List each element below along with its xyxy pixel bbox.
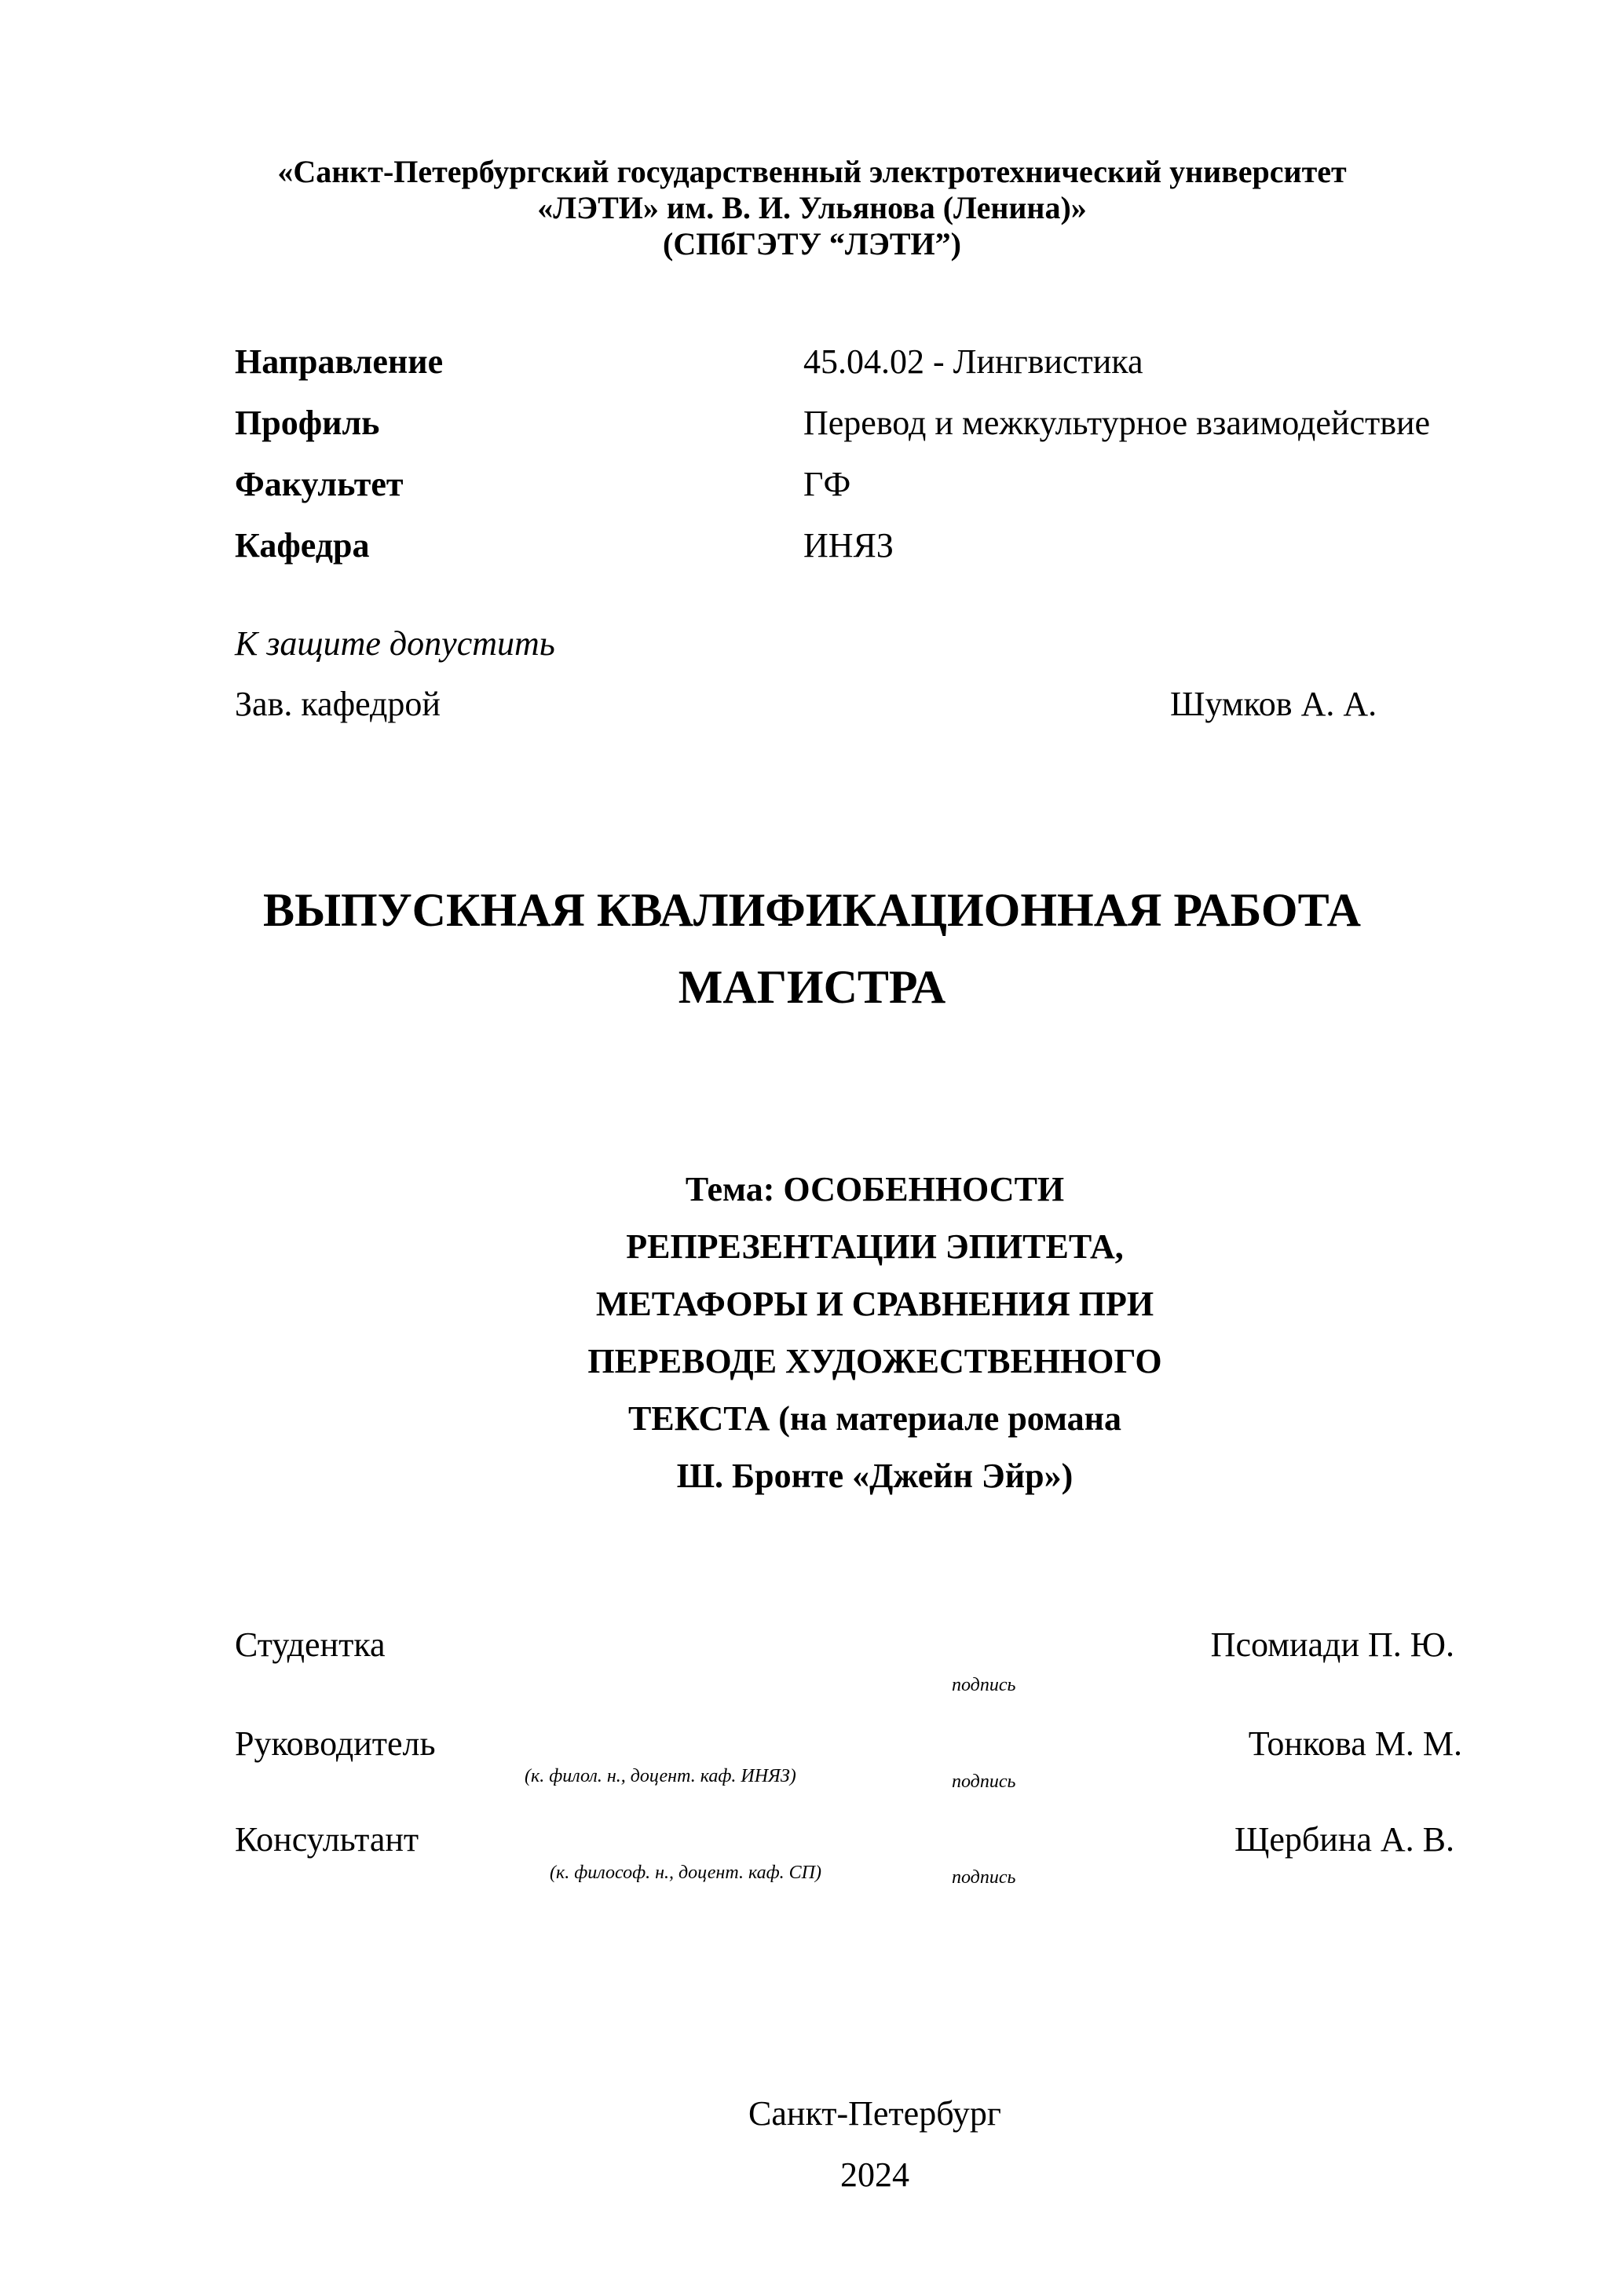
- signature-note-supervisor: (к. филол. н., доцент. каф. ИНЯЗ): [525, 1766, 796, 1786]
- signature-caption-supervisor: подпись: [952, 1771, 1016, 1792]
- signature-role-supervisor: Руководитель: [235, 1724, 436, 1763]
- info-label-department: Кафедра: [235, 526, 370, 565]
- signature-note-consultant: (к. философ. н., доцент. каф. СП): [550, 1863, 821, 1883]
- footer-year: 2024: [840, 2155, 909, 2194]
- info-value-direction: 45.04.02 - Лингвистика: [803, 342, 1143, 381]
- thesis-topic: [0, 1161, 1624, 1504]
- topic-line: Ш. Бронте «Джейн Эйр»): [676, 1457, 1074, 1495]
- info-value-faculty: ГФ: [803, 465, 851, 503]
- document-title-line-2: МАГИСТРА: [678, 961, 946, 1013]
- info-label-faculty: Факультет: [235, 465, 404, 503]
- head-of-department-name: Шумков А. А.: [1170, 685, 1377, 723]
- info-label-direction: Направление: [235, 342, 444, 381]
- topic-line: РЕПРЕЗЕНТАЦИИ ЭПИТЕТА,: [626, 1227, 1124, 1266]
- info-value-department: ИНЯЗ: [803, 526, 894, 565]
- signature-name-consultant: Щербина А. В.: [1234, 1820, 1454, 1859]
- footer-city: Санкт-Петербург: [748, 2094, 1001, 2133]
- info-label-profile: Профиль: [235, 404, 380, 442]
- topic-line: Тема: ОСОБЕННОСТИ: [685, 1170, 1065, 1208]
- signature-role-student: Студентка: [235, 1625, 386, 1664]
- university-name-line-2: «ЛЭТИ» им. В. И. Ульянова (Ленина)»: [537, 190, 1087, 225]
- signature-caption-consultant: подпись: [952, 1867, 1016, 1888]
- topic-line: ПЕРЕВОДЕ ХУДОЖЕСТВЕННОГО: [587, 1342, 1162, 1380]
- university-abbreviation: (СПбГЭТУ “ЛЭТИ”): [663, 226, 961, 261]
- document-title: [0, 872, 1624, 1026]
- head-of-department-label: Зав. кафедрой: [235, 685, 441, 723]
- signature-name-student: Псомиади П. Ю.: [1210, 1625, 1454, 1664]
- university-header: [0, 154, 1624, 262]
- university-name-line-1: «Санкт-Петербургский государственный электротехнический университет: [277, 154, 1347, 189]
- signature-name-supervisor: Тонкова М. М.: [1248, 1724, 1462, 1763]
- topic-line: ТЕКСТА (на материале романа: [628, 1399, 1121, 1438]
- topic-line: МЕТАФОРЫ И СРАВНЕНИЯ ПРИ: [595, 1285, 1154, 1323]
- signature-caption-student: подпись: [952, 1675, 1016, 1695]
- document-title-line-1: ВЫПУСКНАЯ КВАЛИФИКАЦИОННАЯ РАБОТА: [263, 884, 1361, 936]
- signature-role-consultant: Консультант: [235, 1820, 419, 1859]
- info-value-profile: Перевод и межкультурное взаимодействие: [803, 404, 1431, 442]
- defense-approval: К защите допустить: [235, 624, 555, 663]
